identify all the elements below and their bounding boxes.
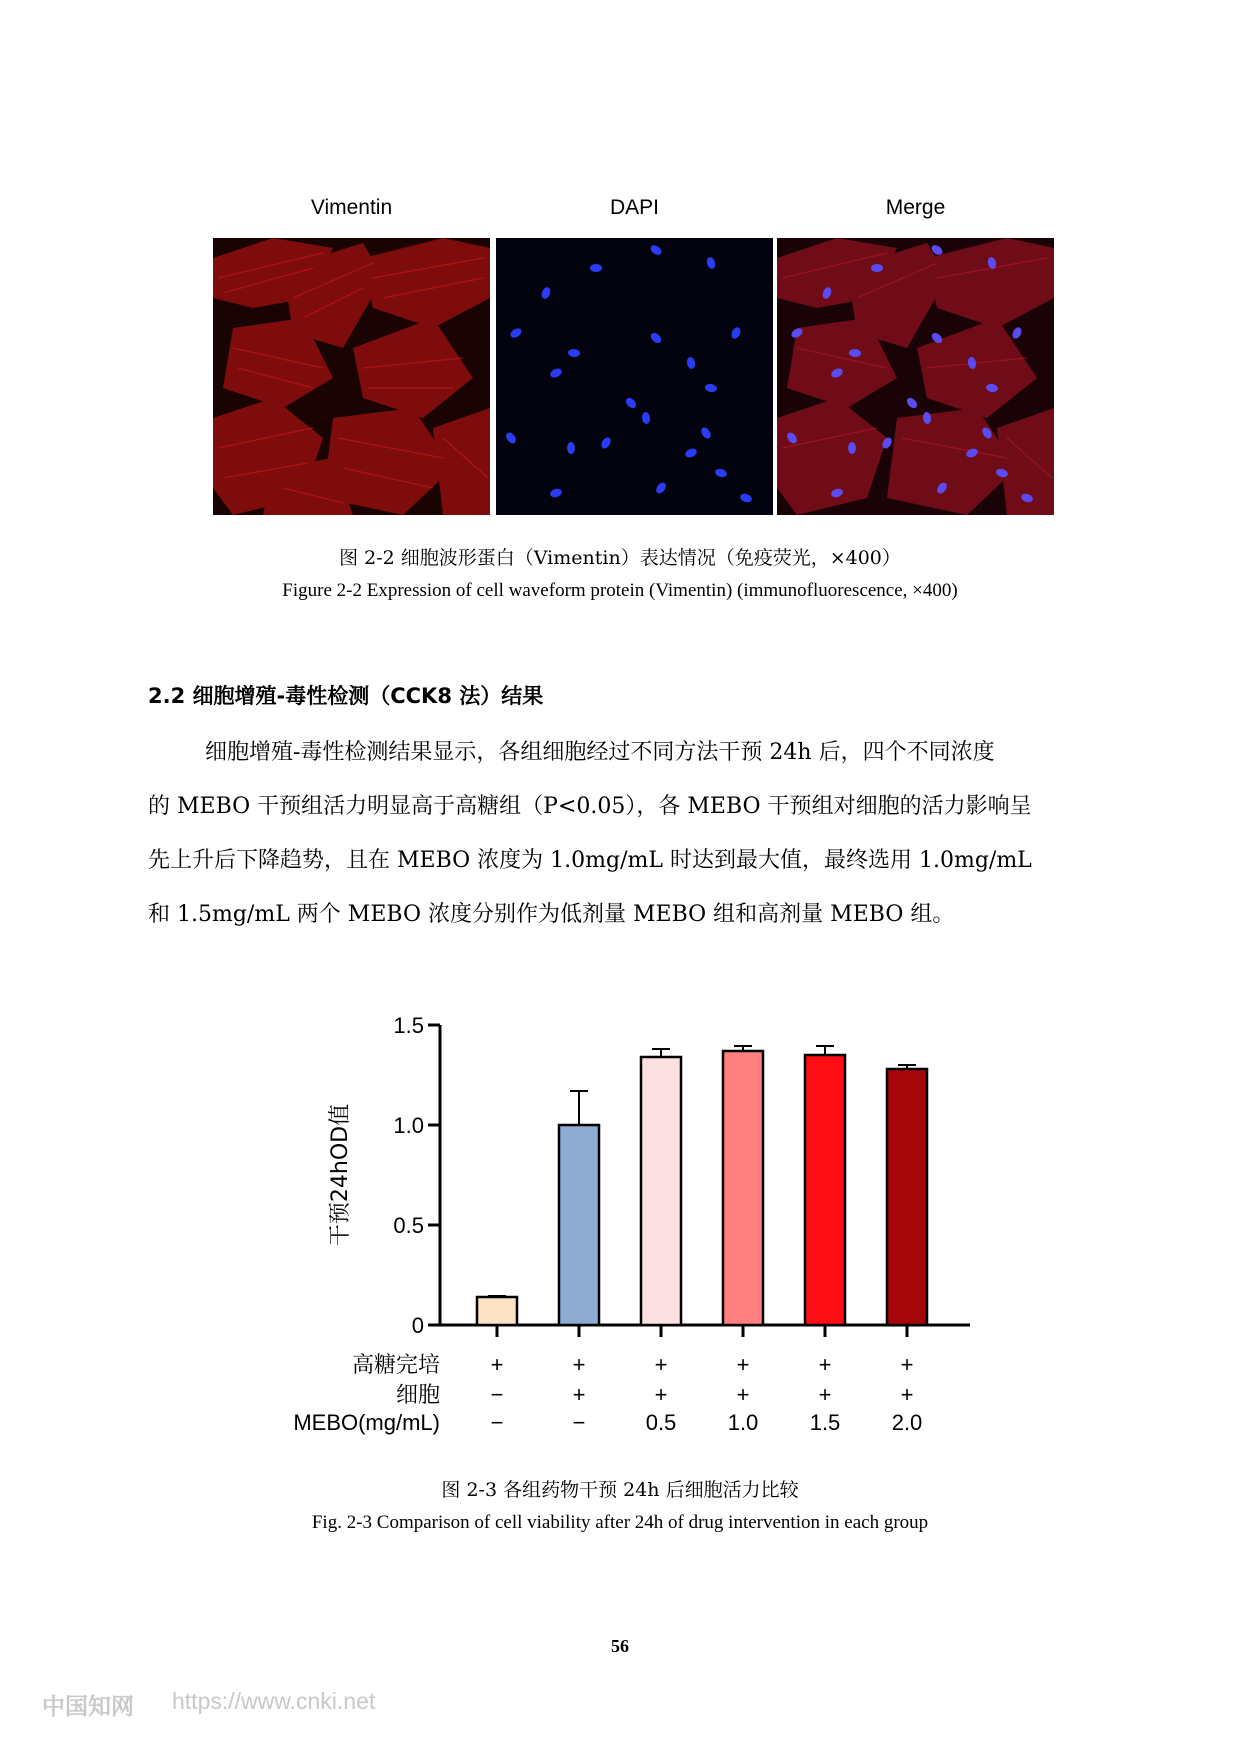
bar xyxy=(477,1297,517,1325)
treatment-cell: + xyxy=(736,1382,750,1407)
paragraph-line-4: 和 1.5mg/mL 两个 MEBO 浓度分别作为低剂量 MEBO 组和高剂量 MEBO 组。 xyxy=(148,902,955,927)
treatment-cell: 1.0 xyxy=(727,1410,759,1435)
bar xyxy=(805,1055,845,1325)
figure-2-2-caption-cn: 图 2-2 细胞波形蛋白（Vimentin）表达情况（免疫荧光，×400） xyxy=(339,547,901,569)
y-axis-label: 干预24hOD值 xyxy=(328,1103,353,1247)
treatment-cell: + xyxy=(572,1382,586,1407)
treatment-cell: + xyxy=(572,1352,586,1377)
figure-2-3-caption-en: Fig. 2-3 Comparison of cell viability after 24h of drug intervention in each group xyxy=(311,1512,929,1533)
y-tick-label: 0 xyxy=(411,1313,424,1338)
bar xyxy=(559,1125,599,1325)
treatment-cell: + xyxy=(654,1352,668,1377)
treatment-cell: + xyxy=(490,1352,504,1377)
figure-2-2-caption-en: Figure 2-2 Expression of cell waveform protein (Vimentin) (immunofluorescence, ×400) xyxy=(282,580,958,601)
panel-label-merge: Merge xyxy=(885,196,946,219)
figure-2-3-caption-cn: 图 2-3 各组药物干预 24h 后细胞活力比较 xyxy=(441,1479,799,1501)
treatment-cell: + xyxy=(654,1382,668,1407)
treatment-cell: + xyxy=(736,1352,750,1377)
row-label: MEBO(mg/mL) xyxy=(293,1410,440,1435)
bar xyxy=(887,1069,927,1325)
paragraph-line-1: 细胞增殖-毒性检测结果显示，各组细胞经过不同方法干预 24h 后，四个不同浓度 xyxy=(205,740,995,765)
treatment-cell: 1.5 xyxy=(809,1410,841,1435)
treatment-cell: + xyxy=(900,1382,914,1407)
vimentin-image xyxy=(213,238,490,515)
treatment-cell: − xyxy=(490,1382,504,1407)
nucleus xyxy=(590,264,602,272)
row-label: 高糖完培 xyxy=(351,1353,440,1378)
row-label: 细胞 xyxy=(395,1383,440,1408)
merge-image xyxy=(777,238,1054,515)
bar xyxy=(641,1057,681,1325)
dapi-image xyxy=(496,238,773,515)
paragraph-line-2: 的 MEBO 干预组活力明显高于高糖组（P<0.05），各 MEBO 干预组对细胞的活力影响呈 xyxy=(148,794,1032,819)
treatment-cell: + xyxy=(900,1352,914,1377)
section-heading: 2.2 细胞增殖-毒性检测（CCK8 法）结果 xyxy=(148,684,544,708)
cnki-watermark-url[interactable]: https://www.cnki.net xyxy=(172,1688,376,1714)
treatment-cell: 0.5 xyxy=(645,1410,677,1435)
panel-label-vimentin: Vimentin xyxy=(310,196,393,219)
bar-chart xyxy=(250,1000,1010,1450)
treatment-cell: − xyxy=(490,1410,504,1435)
treatment-cell: + xyxy=(818,1382,832,1407)
treatment-cell: − xyxy=(572,1410,586,1435)
panel-label-dapi: DAPI xyxy=(609,196,659,219)
paragraph-line-3: 先上升后下降趋势，且在 MEBO 浓度为 1.0mg/mL 时达到最大值，最终选用 1.0mg/mL xyxy=(148,848,1032,873)
nucleus xyxy=(871,264,883,272)
page-number: 56 xyxy=(611,1636,629,1656)
y-tick-label: 1.0 xyxy=(393,1113,424,1138)
treatment-cell: 2.0 xyxy=(891,1410,923,1435)
y-tick-label: 1.5 xyxy=(393,1013,424,1038)
y-tick-label: 0.5 xyxy=(393,1213,424,1238)
treatment-cell: + xyxy=(818,1352,832,1377)
bar xyxy=(723,1051,763,1325)
cnki-watermark-logo: 中国知网 xyxy=(42,1694,134,1720)
